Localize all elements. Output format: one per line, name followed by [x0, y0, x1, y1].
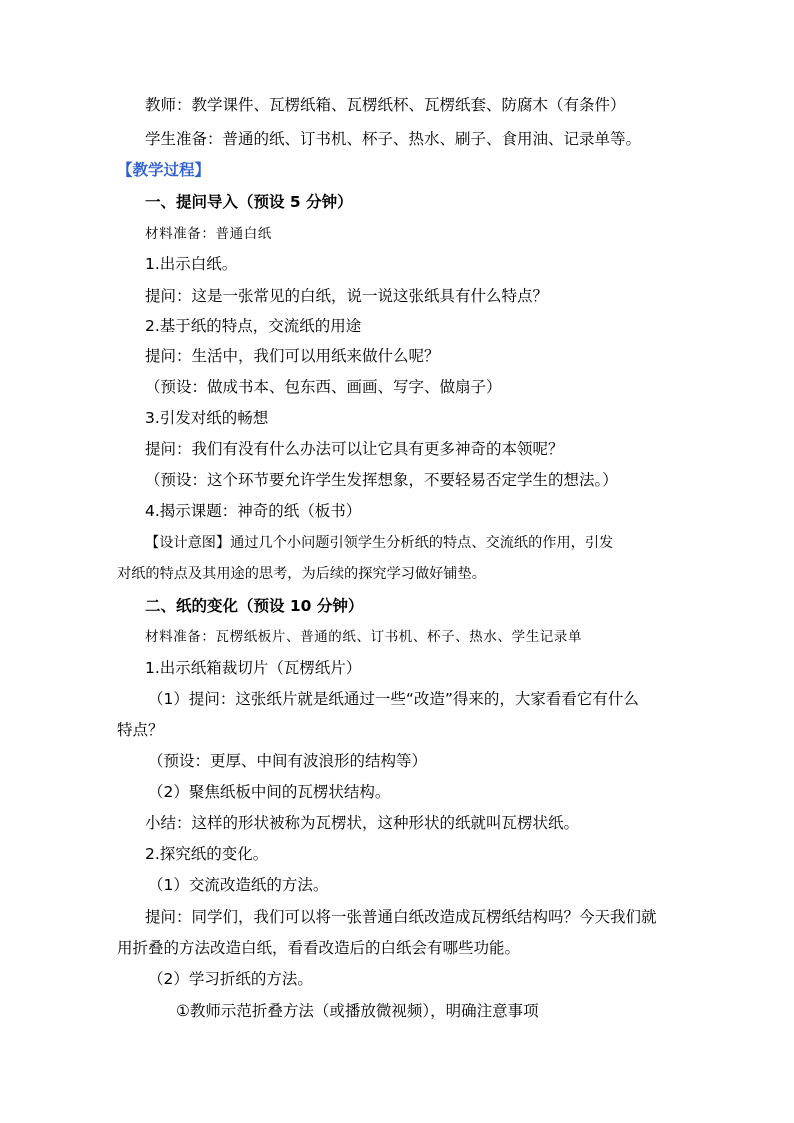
section2-line: 2.探究纸的变化。: [145, 845, 269, 863]
section1-line: 4.揭示课题：神奇的纸（板书）: [145, 502, 362, 520]
section1-line: 1.出示白纸。: [145, 255, 238, 273]
section2-line: 提问：同学们，我们可以将一张普通白纸改造成瓦楞纸结构吗？今天我们就: [145, 908, 657, 926]
section2-line: 用折叠的方法改造白纸，看看改造后的白纸会有哪些功能。: [117, 939, 521, 957]
section1-line: 提问：我们有没有什么办法可以让它具有更多神奇的本领呢？: [145, 440, 564, 458]
section1-title: 一、提问导入（预设 5 分钟）: [145, 193, 353, 211]
section1-line: （预设：做成书本、包东西、画画、写字、做扇子）: [145, 378, 502, 396]
section2-title: 二、纸的变化（预设 10 分钟）: [145, 597, 364, 615]
section2-line: （预设：更厚、中间有波浪形的结构等）: [148, 752, 428, 770]
section1-line: 提问：这是一张常见的白纸，说一说这张纸具有什么特点？: [145, 287, 549, 305]
design-intent-line: 对纸的特点及其用途的思考，为后续的探究学习做好铺垫。: [117, 566, 486, 582]
section2-line: （1）交流改造纸的方法。: [148, 876, 329, 894]
design-intent-line: 【设计意图】通过几个小问题引领学生分析纸的特点、交流纸的作用，引发: [145, 535, 614, 551]
section2-materials: 材料准备：瓦楞纸板片、普通的纸、订书机、杯子、热水、学生记录单: [145, 629, 583, 645]
section2-line: 1.出示纸箱裁切片（瓦楞纸片）: [145, 659, 362, 677]
section1-materials: 材料准备：普通白纸: [145, 226, 272, 242]
section2-line: 特点？: [117, 721, 164, 739]
section2-line: ①教师示范折叠方法（或播放微视频），明确注意事项: [176, 1002, 539, 1020]
section1-line: （预设：这个环节要允许学生发挥想象，不要轻易否定学生的想法。）: [145, 471, 618, 489]
section1-line: 3.引发对纸的畅想: [145, 409, 269, 427]
section2-line: （1）提问：这张纸片就是纸通过一些“改造”得来的，大家看看它有什么: [148, 690, 639, 708]
section1-line: 提问：生活中，我们可以用纸来做什么呢？: [145, 347, 440, 365]
process-heading: 【教学过程】: [117, 161, 211, 179]
teacher-prep-line: 教师：教学课件、瓦楞纸箱、瓦楞纸杯、瓦楞纸套、防腐木（有条件）: [145, 96, 626, 114]
section1-line: 2.基于纸的特点，交流纸的用途: [145, 317, 362, 335]
section2-line: 小结：这样的形状被称为瓦楞状，这种形状的纸就叫瓦楞状纸。: [145, 814, 580, 832]
student-prep-line: 学生准备：普通的纸、订书机、杯子、热水、刷子、食用油、记录单等。: [145, 130, 642, 148]
section2-line: （2）聚焦纸板中间的瓦楞状结构。: [148, 783, 391, 801]
section2-line: （2）学习折纸的方法。: [148, 970, 313, 988]
